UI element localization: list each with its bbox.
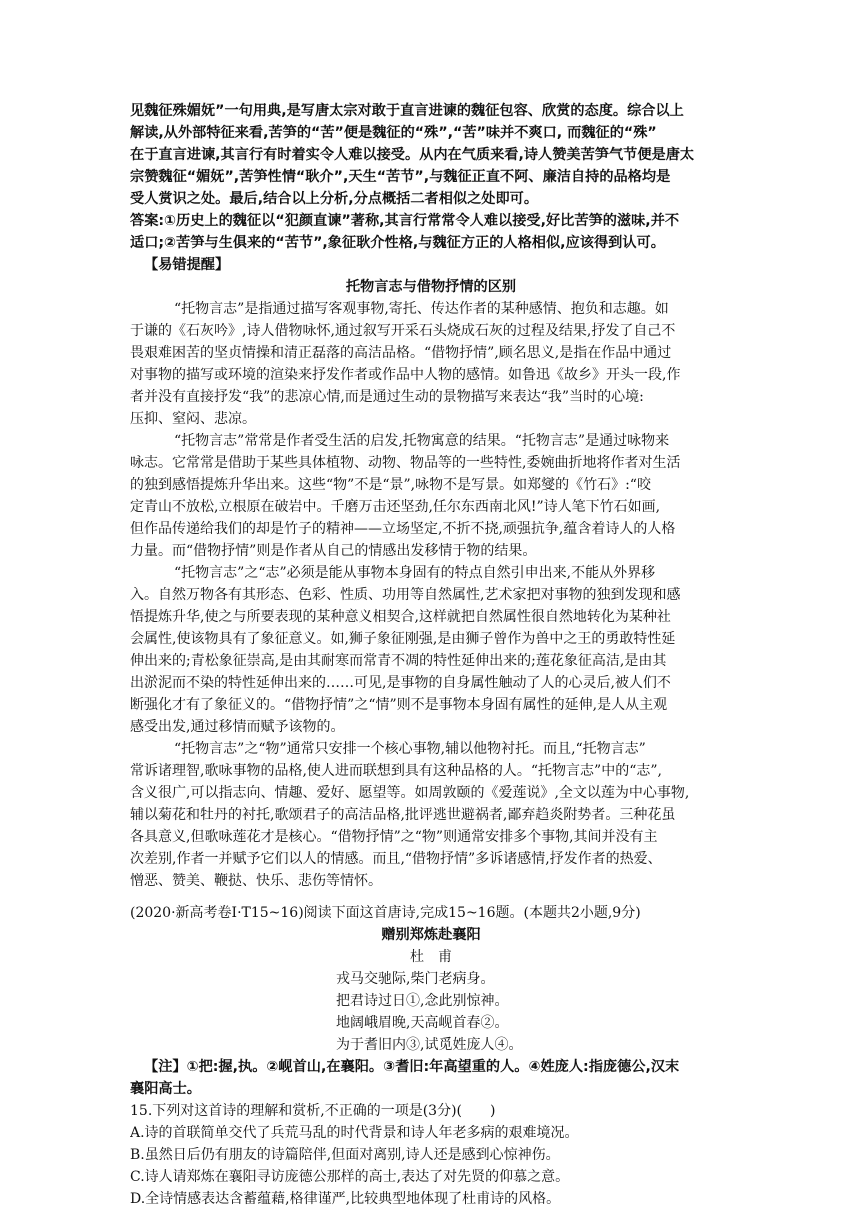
paragraph-line: 常诉诸理智,歌咏事物的品格,使人进而联想到具有这种品格的人。“托物言志”中的“志”, [130,763,662,779]
paragraph-line: 于谦的《石灰吟》,诗人借物咏怀,通过叙写开采石头烧成石灰的过程及结果,抒发了自己不 [130,323,676,339]
document-page [130,100,732,1210]
paragraph-line: 定青山不放松,立根原在破岩中。千磨万击还坚劲,任尔东西南北风!”诗人笔下竹石如画, [130,499,661,515]
paragraph-line: 的独到感悟提炼升华出来。这些“物”不是“景”,咏物不是写景。如郑燮的《竹石》:“咬 [130,477,651,493]
paragraph-line: 咏志。它常常是借助于某些具体植物、动物、物品等的一些特性,委婉曲折地将作者对生活 [130,455,681,471]
tip-heading: 【易错提醒】 [144,257,230,273]
note-line: 襄阳高士。 [130,1081,201,1097]
paragraph-line: 压抑、窒闷、悲凉。 [130,411,256,427]
question-block [130,1100,732,1210]
answer-block [130,210,732,254]
paragraph-line: 憎恶、赞美、鞭挞、快乐、悲伤等情怀。 [130,873,382,889]
answer-line: 答案:①历史上的魏征以“犯颜直谏”著称,其言行常常令人难以接受,好比苦笋的滋味,并不 [130,213,680,229]
paragraph-line: 畏艰难困苦的坚贞情操和清正磊落的高洁品格。“借物抒情”,顾名思义,是指在作品中通过 [130,345,672,361]
paragraph-line: 入。自然万物各有其形态、色彩、性质、功用等自然属性,艺术家把对事物的独到发现和感 [130,587,681,603]
poem-title: 赠别郑炼赴襄阳 [381,927,481,943]
analysis-block [130,100,732,210]
analysis-line: 解读,从外部特征来看,苦笋的“苦”便是魏征的“殊”,“苦”味并不爽口, 而魏征的“殊” [130,125,657,141]
paragraph-line: “托物言志”之“志”必须是能从事物本身固有的特点自然引申出来,不能从外界移 [174,565,656,581]
poem-line: 戎马交驰际,柴门老病身。 [336,971,495,987]
question-stem: 15.下列对这首诗的理解和赏析,不正确的一项是(3分)( ) [130,1103,496,1119]
tip-title: 托物言志与借物抒情的区别 [345,279,517,295]
paragraph-line: 悟提炼升华,使之与所要表现的某种意义相契合,这样就把自然属性很自然地转化为某种社 [130,609,671,625]
paragraph-line: 含义很广,可以指志向、情趣、爱好、愿望等。如周敦颐的《爱莲说》,全文以莲为中心事物, [130,785,690,801]
paragraph-line: “托物言志”是指通过描写客观事物,寄托、传达作者的某种感情、抱负和志趣。如 [174,301,669,317]
poem-author: 杜 甫 [410,949,452,965]
poem-line: 为于耆旧内③,试觅姓庞人④。 [336,1037,523,1053]
paragraph-line: 断强化才有了象征义的。“借物抒情”之“情”则不是事物本身固有属性的延伸,是人从主观 [130,697,668,713]
tip-paragraph-4 [130,738,732,892]
paragraph-line: 辅以菊花和牡丹的衬托,歌颂君子的高洁品格,批评逃世避祸者,鄙弃趋炎附势者。三种花虽 [130,807,676,823]
paragraph-line: 会属性,使该物具有了象征意义。如,狮子象征刚强,是由狮子曾作为兽中之王的勇敢特性延 [130,631,676,647]
poem-line: 把君诗过日①,念此别惊神。 [336,993,509,1009]
poem-line: 地阔峨眉晚,天高岘首春②。 [336,1015,509,1031]
tip-paragraph-3 [130,562,732,738]
analysis-line: 宗赞魏征“媚妩”,苦笋性情“耿介”,天生“苦节”,与魏征正直不阿、廉洁自持的品格均是 [130,169,671,185]
analysis-line: 在于直言进谏,其言行有时着实令人难以接受。从内在气质来看,诗人赞美苦笋气节便是唐太 [130,147,695,163]
paragraph-line: 次差别,作者一并赋予它们以人的情感。而且,“借物抒情”多诉诸感情,抒发作者的热爱、 [130,851,662,867]
paragraph-line: 但作品传递给我们的却是竹子的精神——立场坚定,不折不挠,顽强抗争,蕴含着诗人的人格 [130,521,676,537]
analysis-line: 见魏征殊媚妩”一句用典,是写唐太宗对敢于直言进谏的魏征包容、欣赏的态度。综合以上 [130,103,684,119]
section-gap [130,892,732,902]
option-b: B.虽然日后仍有朋友的诗篇陪伴,但面对离别,诗人还是感到心惊神伤。 [130,1147,560,1163]
paragraph-line: 各具意义,但歌咏莲花才是核心。“借物抒情”之“物”则通常安排多个事物,其间并没有主 [130,829,658,845]
option-a: A.诗的首联简单交代了兵荒马乱的时代背景和诗人年老多病的艰难境况。 [130,1125,579,1141]
poem-block [130,924,732,1056]
paragraph-line: 出淤泥而不染的特性延伸出来的……可见,是事物的自身属性触动了人的心灵后,被人们不 [130,675,671,691]
exam-intro: (2020·新高考卷Ⅰ·T15~16)阅读下面这首唐诗,完成15~16题。(本题共2小题,9分) [130,905,641,921]
paragraph-line: 伸出来的;青松象征崇高,是由其耐寒而常青不凋的特性延伸出来的;莲花象征高洁,是由其 [130,653,667,669]
paragraph-line: 力量。而“借物抒情”则是作者从自己的情感出发移情于物的结果。 [130,543,537,559]
option-c: C.诗人请郑炼在襄阳寻访庞德公那样的高士,表达了对先贤的仰慕之意。 [130,1169,570,1185]
notes-block [130,1056,732,1100]
note-line: 【注】①把:握,执。②岘首山,在襄阳。③耆旧:年高望重的人。④姓庞人:指庞德公,汉末 [144,1059,680,1075]
option-d: D.全诗情感表达含蓄蕴藉,格律谨严,比较典型地体现了杜甫诗的风格。 [130,1191,561,1207]
paragraph-line: 对事物的描写或环境的渲染来抒发作者或作品中人物的感情。如鲁迅《故乡》开头一段,作 [130,367,681,383]
paragraph-line: 感受出发,通过移情而赋予该物的。 [130,719,345,735]
paragraph-line: “托物言志”常常是作者受生活的启发,托物寓意的结果。“托物言志”是通过咏物来 [174,433,670,449]
answer-line: 适口;②苦笋与生俱来的“苦节”,象征耿介性格,与魏征方正的人格相似,应该得到认可。 [130,235,665,251]
paragraph-line: 者并没有直接抒发“我”的悲凉心情,而是通过生动的景物描写来表达“我”当时的心境: [130,389,644,405]
analysis-line: 受人赏识之处。最后,结合以上分析,分点概括二者相似之处即可。 [130,191,539,207]
tip-paragraph-2 [130,430,732,562]
paragraph-line: “托物言志”之“物”通常只安排一个核心事物,辅以他物衬托。而且,“托物言志” [174,741,646,757]
tip-paragraph-1 [130,298,732,430]
